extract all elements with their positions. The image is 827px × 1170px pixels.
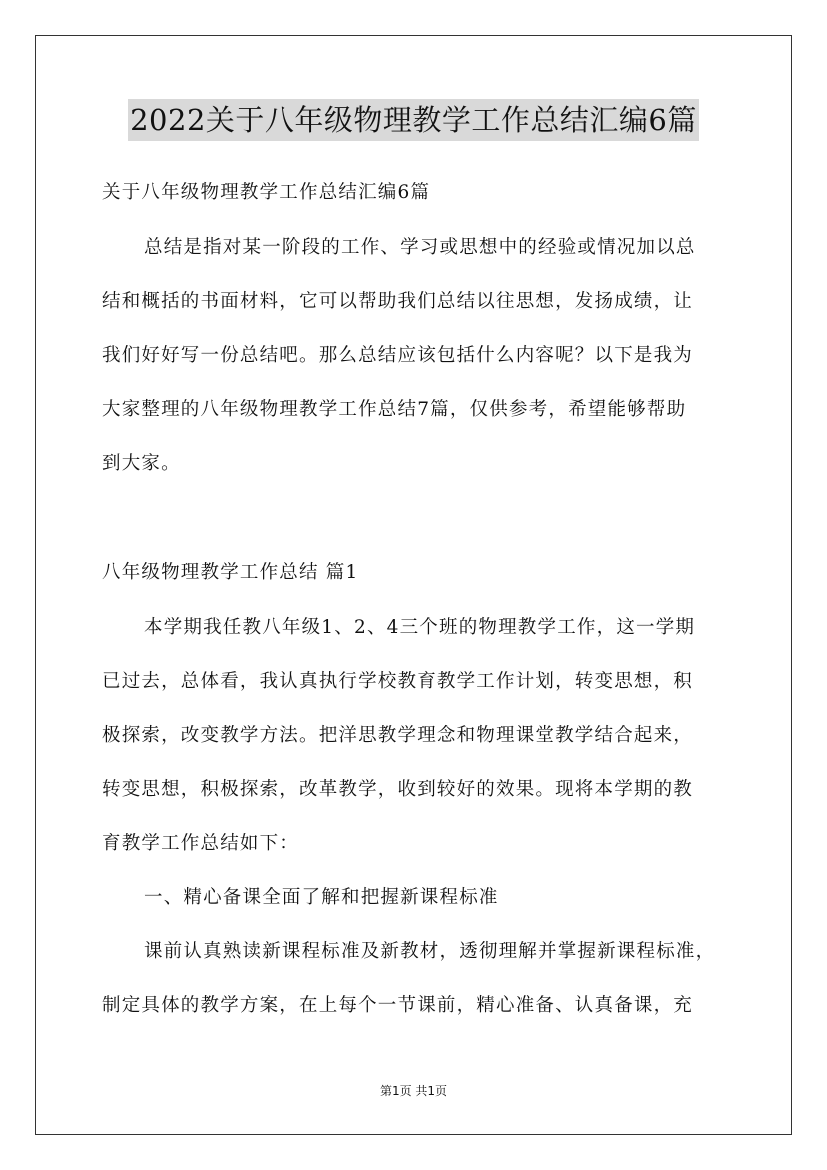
paragraph-line: 已过去，总体看，我认真执行学校教育教学工作计划，转变思想，积	[102, 671, 694, 692]
paragraph-line: 极探索，改变教学方法。把洋思教学理念和物理课堂教学结合起来，	[102, 725, 694, 746]
paragraph-line: 大家整理的八年级物理教学工作总结7篇，仅供参考，希望能够帮助	[102, 399, 687, 420]
paragraph-line: 总结是指对某一阶段的工作、学习或思想中的经验或情况加以总	[144, 237, 696, 258]
section-heading: 八年级物理教学工作总结 篇1	[102, 562, 359, 583]
paragraph-line: 育教学工作总结如下：	[102, 833, 300, 854]
paragraph-line: 制定具体的教学方案，在上每个一节课前，精心准备、认真备课，充	[102, 995, 694, 1016]
subsection-heading: 一、精心备课全面了解和把握新课程标准	[144, 887, 499, 908]
paragraph-line: 到大家。	[102, 453, 181, 474]
subtitle-line: 关于八年级物理教学工作总结汇编6篇	[102, 182, 431, 203]
document-title: 2022关于八年级物理教学工作总结汇编6篇	[128, 99, 699, 141]
paragraph-line: 我们好好写一份总结吧。那么总结应该包括什么内容呢？以下是我为	[102, 345, 694, 366]
paragraph-line: 课前认真熟读新课程标准及新教材，透彻理解并掌握新课程标准，	[144, 941, 716, 962]
title-container	[0, 99, 827, 141]
paragraph-line: 转变思想，积极探索，改革教学，收到较好的效果。现将本学期的教	[102, 779, 694, 800]
paragraph-line: 结和概括的书面材料，它可以帮助我们总结以往思想，发扬成绩，让	[102, 291, 694, 312]
paragraph-line: 本学期我任教八年级1、2、4三个班的物理教学工作，这一学期	[144, 617, 696, 638]
page-footer: 第1页 共1页	[379, 1084, 448, 1098]
